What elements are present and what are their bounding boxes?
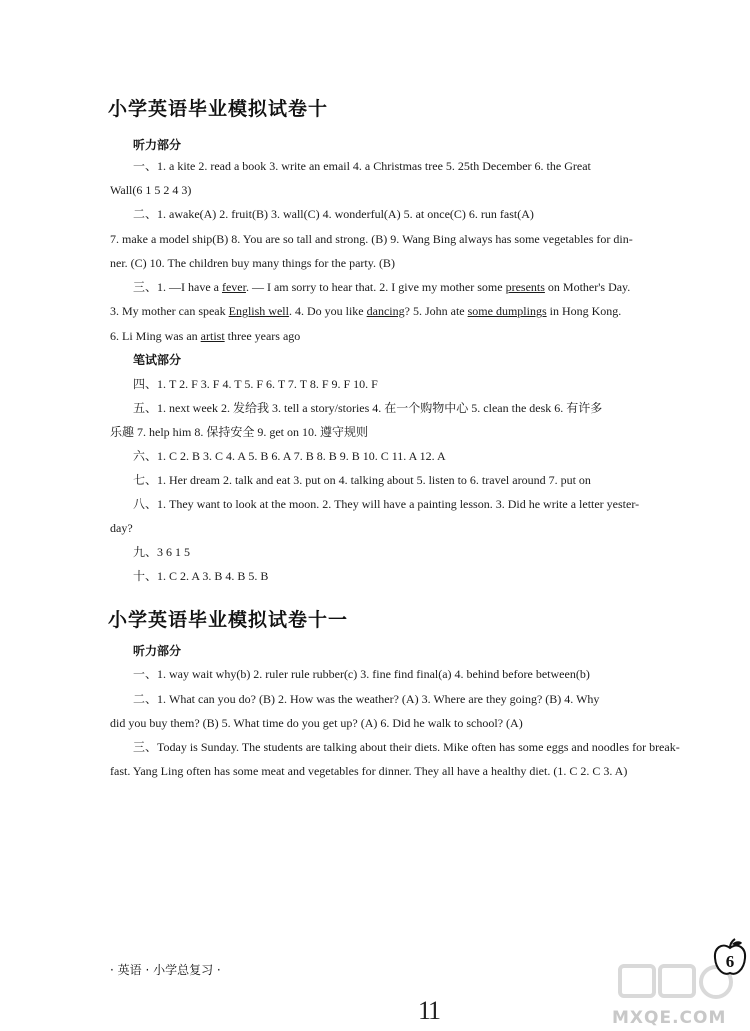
answer-line	[110, 328, 695, 344]
answer-line	[133, 279, 695, 295]
underlined-answer: presents	[505, 280, 545, 294]
answer-line: 五、1. next week 2. 发给我 3. tell a story/stories 4. 在一个购物中心 5. clean the desk 6. 有许多	[133, 401, 603, 415]
answer-line: 三、Today is Sunday. The students are talking about their diets. Mike often has some eggs and noodles for break-	[133, 740, 680, 754]
answer-line: 7. make a model ship(B) 8. You are so tall and strong. (B) 9. Wang Bing always has some vegetables for din-	[110, 232, 633, 246]
listening-heading-10: 听力部分	[133, 138, 182, 152]
answer-line: 二、1. What can you do? (B) 2. How was the weather? (A) 3. Where are they going? (B) 4. Why	[133, 692, 600, 706]
answer-line: 十、1. C 2. A 3. B 4. B 5. B	[133, 569, 269, 583]
book-label: · 英语 · 小学总复习 ·	[110, 963, 221, 977]
text-run: three years ago	[224, 329, 301, 343]
underlined-answer: fever	[221, 280, 246, 294]
text-run: . 4. Do you like	[288, 304, 367, 318]
answer-line: did you buy them? (B) 5. What time do you get up? (A) 6. Did he walk to school? (A)	[110, 716, 523, 730]
handwritten-mark: 11	[418, 996, 440, 1025]
underlined-answer: English well	[228, 304, 289, 318]
answer-line: ner. (C) 10. The children buy many things for the party. (B)	[110, 256, 395, 270]
answer-line: 九、3 6 1 5	[133, 545, 191, 559]
text-run: in Hong Kong.	[546, 304, 622, 318]
answer-line: 七、1. Her dream 2. talk and eat 3. put on 4. talking about 5. listen to 6. travel around 7. put on	[133, 473, 591, 487]
text-run: ? 5. John ate	[404, 304, 468, 318]
answer-line: 一、1. way wait why(b) 2. ruler rule rubber(c) 3. fine find final(a) 4. behind before between(b)	[133, 667, 590, 681]
text-run: 6. Li Ming was an	[110, 329, 201, 343]
answer-line: Wall(6 1 5 2 4 3)	[110, 183, 192, 197]
answer-line: 一、1. a kite 2. read a book 3. write an email 4. a Christmas tree 5. 25th December 6. the Great	[133, 159, 591, 173]
answer-line: 四、1. T 2. F 3. F 4. T 5. F 6. T 7. T 8. F 9. F 10. F	[133, 377, 378, 391]
text-run: 3. My mother can speak	[110, 304, 229, 318]
underlined-answer: some dumplings	[467, 304, 547, 318]
answer-line: 八、1. They want to look at the moon. 2. They will have a painting lesson. 3. Did he write a letter yester-	[133, 497, 640, 511]
answer-line: day?	[110, 521, 133, 535]
text-run: on Mother's Day.	[544, 280, 631, 294]
answer-line: fast. Yang Ling often has some meat and vegetables for dinner. They all have a healthy diet. (1. C 2. C 3. A)	[110, 764, 628, 778]
text-run: 三、1. —I have a	[133, 280, 222, 294]
section-title-10: 小学英语毕业模拟试卷十	[108, 98, 329, 120]
answer-line: 二、1. awake(A) 2. fruit(B) 3. wall(C) 4. wonderful(A) 5. at once(C) 6. run fast(A)	[133, 207, 534, 221]
listening-heading-11: 听力部分	[133, 644, 182, 658]
written-heading-10: 笔试部分	[133, 353, 182, 367]
underlined-answer: artist	[200, 329, 225, 343]
answer-line	[110, 303, 695, 319]
text-run: . — I am sorry to hear that. 2. I give my mother some	[245, 280, 506, 294]
answer-line: 六、1. C 2. B 3. C 4. A 5. B 6. A 7. B 8. B 9. B 10. C 11. A 12. A	[133, 449, 446, 463]
answer-line: 乐趣 7. help him 8. 保持安全 9. get on 10. 遵守规则	[110, 425, 368, 439]
underlined-answer: dancing	[366, 304, 405, 318]
section-title-11: 小学英语毕业模拟试卷十一	[108, 609, 349, 631]
apple-page-icon	[712, 938, 748, 978]
page-number: 6	[725, 952, 735, 971]
watermark-text: MXQE.COM	[612, 1008, 727, 1028]
